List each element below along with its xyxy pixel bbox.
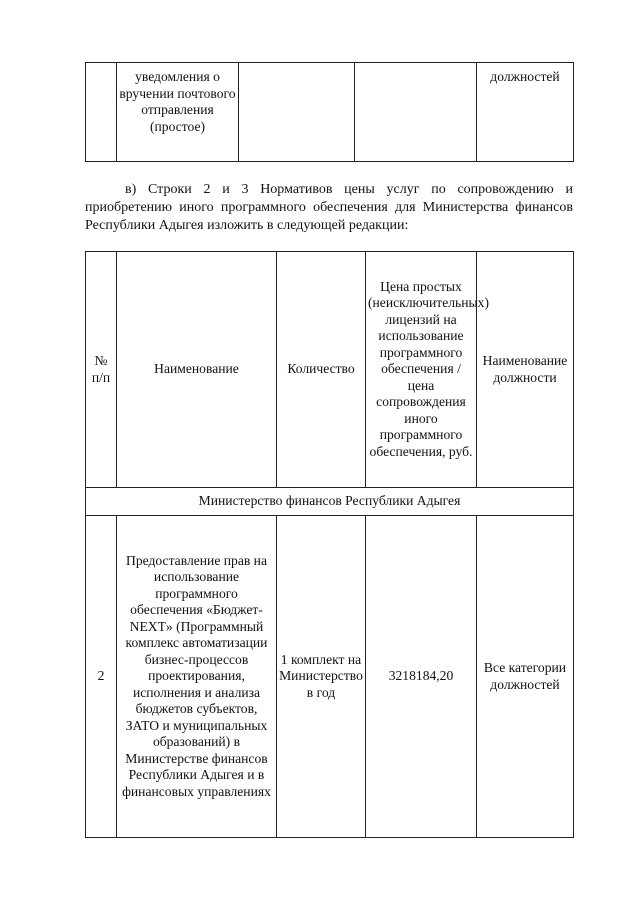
norms-table bbox=[85, 251, 574, 838]
table-row bbox=[86, 516, 574, 838]
continued-table bbox=[85, 62, 574, 162]
header-num: № п/п bbox=[86, 252, 117, 488]
table-cell: должностей bbox=[477, 63, 574, 162]
table-header-row bbox=[86, 252, 574, 488]
header-price: Цена простых (неисключительных) лицензий на использование программного обеспечения / цена сопровождения иного программного обеспечения, руб. bbox=[366, 252, 477, 488]
row-name: Предоставление прав на использование программного обеспечения «Бюджет-NEXT» (Программный комплекс автоматизации бизнес-процессов проектирования, исполнения и анализа бюджетов субъектов, ЗАТО и муниципальных образований) в Министерстве финансов Республики Адыгея и в финансовых управлениях bbox=[117, 516, 277, 838]
table-cell: уведомления о вручении почтового отправления (простое) bbox=[117, 63, 239, 162]
section-title: Министерство финансов Республики Адыгея bbox=[86, 488, 574, 516]
row-qty: 1 комплект на Министерство в год bbox=[277, 516, 366, 838]
header-name: Наименование bbox=[117, 252, 277, 488]
amendment-paragraph: в) Строки 2 и 3 Нормативов цены услуг по сопровождению и приобретению иного программного обеспечения для Министерства финансов Республики Адыгея изложить в следующей редакции: bbox=[85, 182, 573, 233]
table-row bbox=[86, 63, 574, 162]
row-num: 2 bbox=[86, 516, 117, 838]
header-position: Наименование должности bbox=[477, 252, 574, 488]
row-price: 3218184,20 bbox=[366, 516, 477, 838]
table-cell bbox=[239, 63, 355, 162]
row-position: Все категории должностей bbox=[477, 516, 574, 838]
header-qty: Количество bbox=[277, 252, 366, 488]
table-cell bbox=[355, 63, 477, 162]
section-row bbox=[86, 488, 574, 516]
table-cell bbox=[86, 63, 117, 162]
